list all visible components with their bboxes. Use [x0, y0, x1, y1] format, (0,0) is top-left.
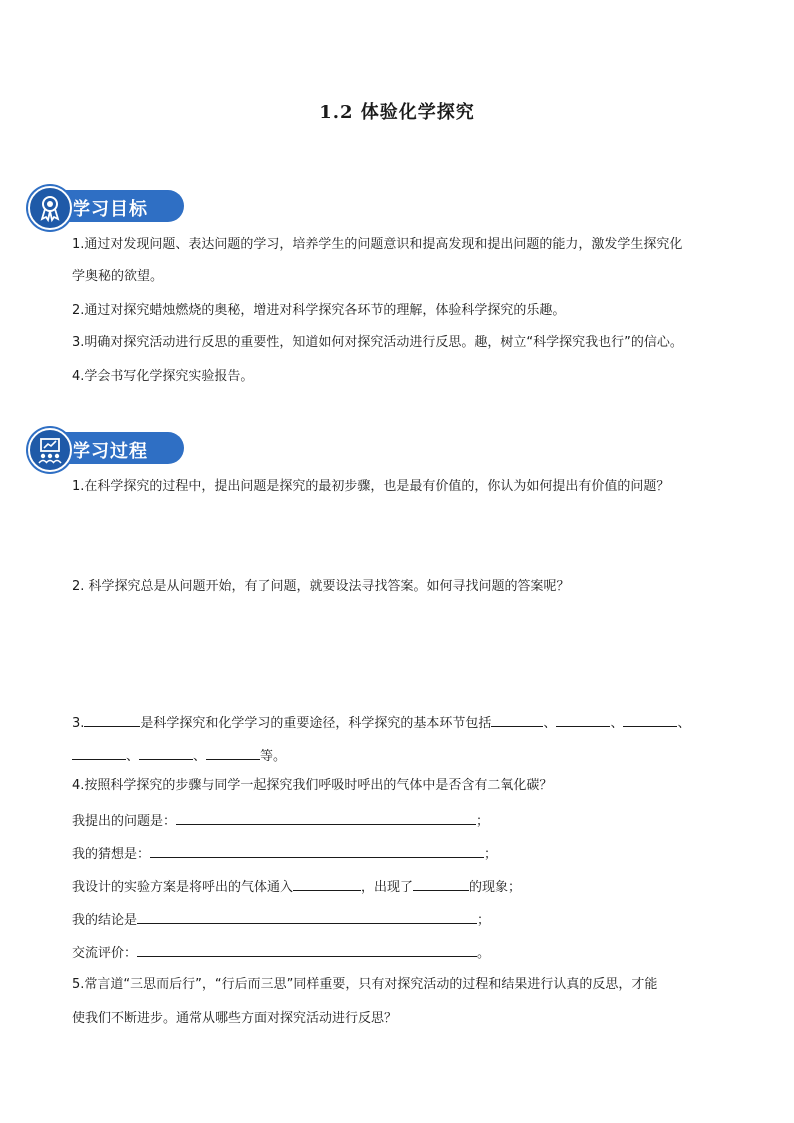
answer-question-line: [72, 810, 489, 831]
answer-guess-label: 我的猜想是：: [72, 847, 151, 862]
page-title: 1.2 体验化学探究: [319, 102, 475, 123]
period: 。: [477, 946, 491, 961]
answer-question-label: 我提出的问题是：: [72, 814, 177, 829]
separator: 、: [193, 749, 207, 764]
question-5-line-1: 5.常言道“三思而后行”，“行后而三思”同样重要，只有对探究活动的过程和结果进行认真的反思，才能: [72, 977, 658, 992]
goal-2: 2.通过对探究蜡烛燃烧的奥秘，增进对科学探究各环节的理解，体验科学探究的乐趣。: [72, 303, 566, 318]
question-3-line-1: [72, 712, 690, 733]
answer-guess-blank[interactable]: [150, 843, 484, 858]
question-4: 4.按照科学探究的步骤与同学一起探究我们呼吸时呼出的气体中是否含有二氧化碳？: [72, 778, 553, 793]
question-1: 1.在科学探究的过程中，提出问题是探究的最初步骤，也是最有价值的，你认为如何提出有价值的问题？: [72, 479, 670, 494]
answer-design-line: [72, 876, 521, 897]
question-3-line-2: [72, 745, 286, 766]
separator: 、: [126, 749, 140, 764]
fill-blank[interactable]: [556, 712, 610, 727]
answer-conclusion-blank[interactable]: [137, 909, 477, 924]
question-3-end: 等。: [260, 749, 287, 764]
section-header-goals: [28, 186, 186, 226]
answer-eval-blank[interactable]: [137, 942, 477, 957]
answer-design-blank-1[interactable]: [293, 876, 361, 891]
answer-design-blank-2[interactable]: [413, 876, 469, 891]
answer-design-end: 的现象；: [469, 880, 522, 895]
answer-eval-line: [72, 942, 490, 963]
fill-blank[interactable]: [491, 712, 543, 727]
fill-blank[interactable]: [139, 745, 193, 760]
section-header-label: 学习目标: [72, 199, 148, 220]
question-3-text: 是科学探究和化学学习的重要途径，科学探究的基本环节包括: [140, 716, 492, 731]
goal-4: 4.学会书写化学探究实验报告。: [72, 369, 254, 384]
presentation-board-icon: [28, 428, 72, 472]
fill-blank[interactable]: [623, 712, 677, 727]
semicolon: ；: [477, 913, 491, 928]
separator: 、: [610, 716, 624, 731]
fill-blank[interactable]: [84, 712, 140, 727]
semicolon: ；: [484, 847, 498, 862]
fill-blank[interactable]: [206, 745, 260, 760]
question-5-line-2: 使我们不断进步。通常从哪些方面对探究活动进行反思？: [72, 1011, 398, 1026]
answer-design-mid: ，出现了: [361, 880, 414, 895]
goal-1-line-1: 1.通过对发现问题、表达问题的学习，培养学生的问题意识和提高发现和提出问题的能力，激发学生探究化: [72, 237, 683, 252]
question-3-prefix: 3.: [72, 716, 85, 731]
section-header-label: 学习过程: [72, 441, 148, 462]
answer-conclusion-label: 我的结论是: [72, 913, 138, 928]
separator: 、: [543, 716, 557, 731]
goal-1-line-2: 学奥秘的欲望。: [72, 269, 164, 284]
question-2: 2. 科学探究总是从问题开始，有了问题，就要设法寻找答案。如何寻找问题的答案呢？: [72, 579, 570, 594]
answer-question-blank[interactable]: [176, 810, 476, 825]
fill-blank[interactable]: [72, 745, 126, 760]
semicolon: ；: [476, 814, 490, 829]
award-ribbon-icon: [28, 186, 72, 230]
answer-guess-line: [72, 843, 497, 864]
goal-3: 3.明确对探究活动进行反思的重要性，知道如何对探究活动进行反思。趣，树立“科学探究我也行”的信心。: [72, 335, 683, 350]
separator: 、: [677, 716, 691, 731]
answer-design-label: 我设计的实验方案是将呼出的气体通入: [72, 880, 294, 895]
answer-conclusion-line: [72, 909, 490, 930]
answer-eval-label: 交流评价：: [72, 946, 138, 961]
section-header-process: [28, 428, 186, 468]
